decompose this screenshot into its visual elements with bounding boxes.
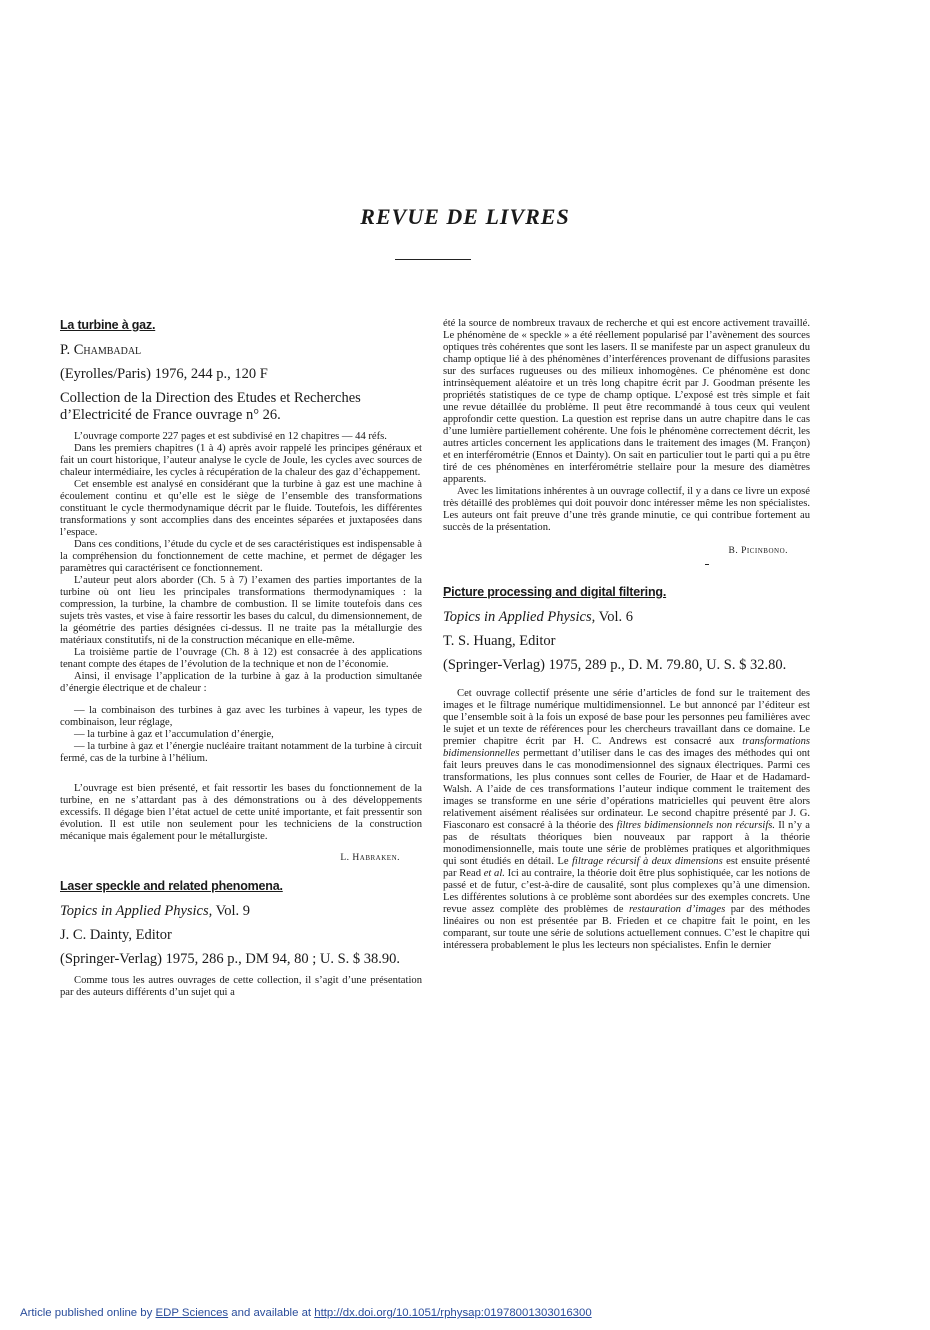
review-paragraph: Cet ensemble est analysé en considérant que la turbine à gaz est une machine à écoulement continu et qu’elle est le siège de l’ensemble des transformations constituant le cycle thermodynamique décrit par le fluide. Toutefois, les différentes transformations y sont accomplies dans des enceintes séparées et juxtaposées dans l’espace. — [60, 479, 422, 538]
list-item: — la combinaison des turbines à gaz avec les turbines à vapeur, les types de combinaison, leur réglage, — [60, 705, 422, 728]
review-paragraph: Ainsi, il envisage l’application de la turbine à gaz à la production simultanée d’énergie électrique et de chaleur : — [60, 671, 422, 694]
review-signature: L. Habraken. — [340, 853, 400, 863]
review-paragraph: La troisième partie de l’ouvrage (Ch. 8 à 12) est consacrée à des applications tenant compte des étapes de l’évolution de la technique et non de l’économie. — [60, 647, 422, 670]
review-editor: J. C. Dainty, Editor — [60, 927, 172, 943]
review-series: Topics in Applied Physics, Vol. 9 — [60, 903, 250, 919]
review-paragraph: Dans ces conditions, l’étude du cycle et de ses caractéristiques est indispensable à la compréhension du fonctionnement de cette machine, et permet de dégager les paramètres qui caractérisent ce fonctionnement. — [60, 539, 422, 574]
review-series: Topics in Applied Physics, Vol. 6 — [443, 609, 633, 625]
review-paragraph: Comme tous les autres ouvrages de cette collection, il s’agit d’une présentation par des auteurs différents d’un sujet qui a — [60, 975, 422, 998]
review-title-turbine: La turbine à gaz. — [60, 318, 156, 332]
review-paragraph: Dans les premiers chapitres (1 à 4) après avoir rappelé les principes généraux et fait un court historique, l’auteur analyse le cycle de Joule, les cycles avec sources de chaleur intermédiaire, les cycles à récupération de la chaleur des gaz d’échappement. — [60, 443, 422, 478]
review-title-picture: Picture processing and digital filtering. — [443, 585, 667, 599]
edp-sciences-link[interactable]: EDP Sciences — [155, 1307, 229, 1319]
list-item: — la turbine à gaz et l’énergie nucléaire traitant notamment de la turbine à circuit fermé, cas de la turbine à l’hélium. — [60, 741, 422, 764]
review-paragraph: été la source de nombreux travaux de recherche et qui est encore activement travaillé. Le phénomène de « speckle » a été réellement popularisé par l’avènement des sources optiques très cohérentes que sont les lasers. Il se manifeste par un aspect granuleux du champ optique lié à des phénomènes d’interférences provenant de diffusions parasites sur des surfaces rugueuses ou des milieux inhomogènes. Ce phénomène est donc intrinsèquement aléatoire et un très long chapitre écrit par J. Goodman présente les propriétés statistiques de ce type de champ optique. L’exposé est très simple et fait une revue détaillée du problème. Il peut être recommandé à tous ceux qui veulent approfondir cette question. La question est reprise dans un autre chapitre dans le cas d’une lumière partiellement cohérente. Une fois le phénomène correctement décrit, les autres articles concernent les applications dans le traitement des images (M. Françon) et en interférométrie (Ennos et Dainty). On sait en particulier tout le parti qui a pu être tiré de ces phénomènes en interférométrie stellaire pour la mesure des diamètres apparents. — [443, 318, 810, 485]
review-signature: B. Picinbono. — [728, 546, 788, 556]
review-paragraph: Avec les limitations inhérentes à un ouvrage collectif, il y a dans ce livre un exposé très détaillé des problèmes qui doit pouvoir donc intéresser même les non spécialistes. Les auteurs ont fait preuve d’une très grande minutie, ce qui contribue fortement au succès de la présentation. — [443, 486, 810, 533]
review-publisher: (Springer-Verlag) 1975, 289 p., D. M. 79.80, U. S. $ 32.80. — [443, 657, 787, 673]
footer-attribution: Article published online by EDP Sciences and available at http://dx.doi.org/10.1051/rphysap:01978001303016300 — [20, 1307, 592, 1319]
review-publisher: (Eyrolles/Paris) 1976, 244 p., 120 F — [60, 366, 268, 382]
right-column — [443, 318, 810, 952]
review-editor: T. S. Huang, Editor — [443, 633, 556, 649]
title-rule — [395, 259, 471, 260]
separator-mark — [705, 564, 709, 565]
doi-link[interactable]: http://dx.doi.org/10.1051/rphysap:01978001303016300 — [314, 1307, 592, 1319]
review-paragraph: Cet ouvrage collectif présente une série d’articles de fond sur le traitement des images et le filtrage numérique multidimensionnel. Le but annoncé par l’éditeur est que l’ensemble soit à la fois un exposé de base pour les personnes peu familières avec le sujet et un texte de références pour les chercheurs travaillant dans ce domaine. Le premier chapitre écrit par H. C. Andrews est consacré aux transformations bidimensionnelles permettant d’utiliser dans le cas des images des méthodes qui ont fait leurs preuves dans le cas monodimensionnel des signaux électriques. Parmi ces transformations, les plus connues sont celles de Fourier, de Haar et de Hadamard-Walsh. A l’aide de ces transformations l’auteur indique comment le traitement des images se transforme en une série d’opérations matricielles qui peuvent être alors relativement aisément réalisées sur ordinateur. Le second chapitre présenté par J. G. Fiasconaro est consacré à la théorie des filtres bidimensionnels non récursifs. Il n’y a pas de résultats théoriques bien nouveaux par rapport à la théorie monodimensionnelle, mais toute une série de problèmes pratiques et algorithmiques qui sont étudiés en détail. Le filtrage récursif à deux dimensions est ensuite présenté par Read et al. Ici au contraire, la théorie doit être plus sophistiquée, car les notions de passé et de futur, c’est-à-dire de causalité, sont plus complexes qu’à une dimension. Les différentes solutions à ce problème sont abordées sur des exemples concrets. Une revue assez complète des problèmes de restauration d’images par des méthodes linéaires ou non est présentée par B. Frieden et ce chapitre fait le point, en les comparant, sur toute une série de solutions actuellement connues. C’est le chapitre qui intéressera probablement le plus les lecteurs non spécialistes. Enfin le dernier — [443, 688, 811, 951]
left-column — [60, 318, 422, 999]
review-publisher: (Springer-Verlag) 1975, 286 p., DM 94, 80 ; U. S. $ 38.90. — [60, 951, 401, 967]
review-collection: Collection de la Direction des Etudes et Recherches d’Electricité de France ouvrage n° 26. — [60, 390, 361, 423]
review-paragraph: L’ouvrage comporte 227 pages et est subdivisé en 12 chapitres — 44 réfs. — [74, 431, 387, 442]
list-item: — la turbine à gaz et l’accumulation d’énergie, — [74, 729, 274, 740]
page-title: REVUE DE LIVRES — [360, 204, 570, 229]
review-paragraph: L’ouvrage est bien présenté, et fait ressortir les bases du fonctionnement de la turbine, en ne s’attardant pas à des démonstrations ou à des développements excessifs. Il dégage bien l’état actuel de cette unité importante, et fait pressentir son évolution. Il est utile non seulement pour les techniciens de la construction mécanique mais également pour le métallurgiste. — [60, 783, 422, 842]
review-paragraph: L’auteur peut alors aborder (Ch. 5 à 7) l’examen des parties importantes de la turbine où ont lieu les principales transformations thermodynamiques : la compression, la turbine, la chambre de combustion. Il se limite toutefois dans ces sujets très vastes, et vise à faire ressortir les bases du calcul, du dimensionnement, de la géométrie des parties désignées ci-dessus. Il ne traite pas la métallurgie des matériaux constitutifs, ni de la construction mécanique en elle-même. — [60, 575, 422, 646]
review-title-speckle: Laser speckle and related phenomena. — [60, 879, 283, 893]
review-author: P. Chambadal — [60, 342, 142, 358]
